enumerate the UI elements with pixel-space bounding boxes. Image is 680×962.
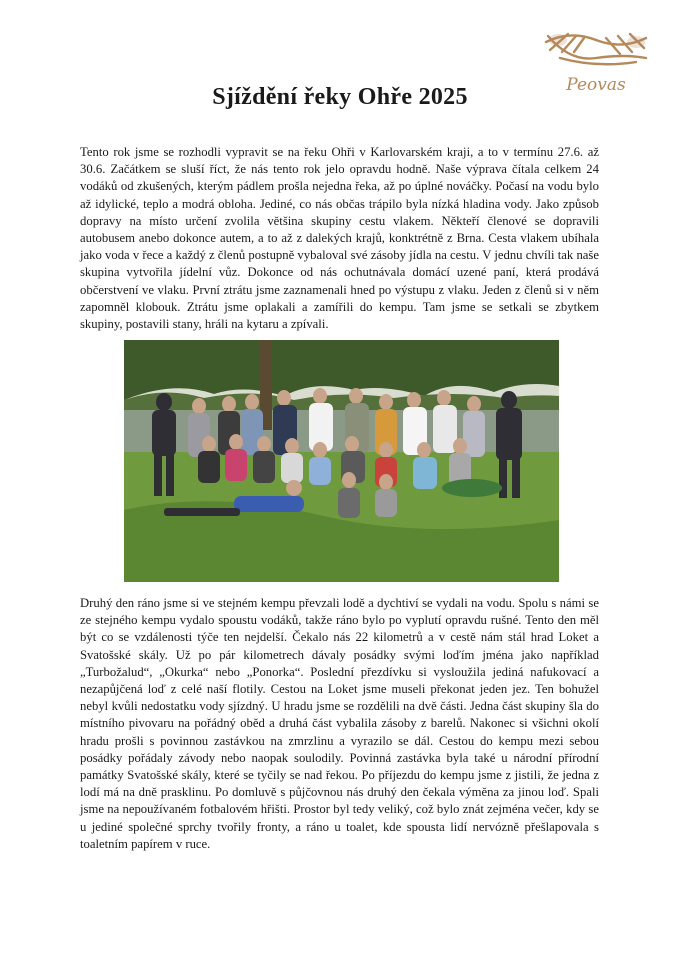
paragraph-2: Druhý den ráno jsme si ve stejném kempu převzali lodě a dychtiví se vydali na vodu. Spolu s námi se ze stejného kempu vydalo spoustu vodáků, takže ráno bylo po vyplutí opravdu rušné. Tento den měl být co se vzdálenosti týče ten nejdelší. Čekalo nás 22 kilometrů a v cestě nám stál hrad Loket a Svatošské skály. Už po pár kilometrech dávaly posádky svými loďím jména jako například „Turbožalud“, „Okurka“ nebo „Ponorka“. Poslední přezdívku si vysloužila jediná nafukovací a nezapůjčená loď z celé naší flotily. Cestou na Loket jsme museli překonat jeden jez. Ten bohužel nebyl kvůli nedostatku vody sjízdný. U hradu jsme se rozdělili na dvě části. Jedna část skupiny šla do místního pivovaru na pořádný oběd a druhá část vybalila zásoby z barelů. Nakonec si všichni okolí hradu prošli s povinnou zastávkou na zmrzlinu a vyrazilo se dál. Cestou do kempu mezi sebou posádky pořádaly závody nebo naopak soulodily. Povinná zastávka byla také u národní přírodní památky Svatošské skály, které se tyčily se nad řekou. Po příjezdu do kempu jsme z jistili, že jedna z lodí má na dně prasklinu. Po domluvě s půjčovnou nás druhý den čekala výměna za jinou loď. Spali jsme na nepoužívaném fotbalovém hřišti. Prostor byl tedy veliký, což bylo znát zejména večer, kdy se u jediné společné sprchy tvořily fronty, a ráno u toalet, kde spousta lidí nervózně přešlapovala s toaletním papírem v ruce. [80,596,599,851]
page-title: Sjíždění řeky Ohře 2025 [212,84,468,110]
paragraph-1: Tento rok jsme se rozhodli vypravit se na řeku Ohři v Karlovarském kraji, a to v termínu 27.6. až 30.6. Začátkem se sluší říct, že nás tento rok jelo opravdu hodně. Naše výprava čítala celkem 24 vodáků od zkušených, kterým pádlem prošla nejedna řeka, až po úplné nováčky. Počasí na vodu bylo až idylické, teplo a modrá obloha. Jediné, co nás občas trápilo byla nízká hladina vody. Jako způsob dopravy na místo určení zvolila většina skupiny cestu vlakem. Někteří členové se dopravili autobusem anebo dokonce autem, a to až z dalekých krajů, konktrétně z Brna. Cesta vlakem ubíhala jako voda v řece a každý z členů postupně vybaloval své zásoby jídla na cestu. V jednu chvíli tak naše skupina vytvořila jídelní vůz. Dokonce od nás ochutnávala domácí uzené paní, která prodává občerstvení ve vlaku. První ztrátu jsme zaznamenali hned po výstupu z vlaku. Jeden z členů si v něm zapomněl klobouk. Ztrátu jsme oplakali a zamířili do kempu. Tam jsme se setkali se zbytkem skupiny, postavili stany, hráli na kytaru a zpívali. [80,145,599,332]
logo-text: Peovas [566,75,626,95]
group-photo [124,340,559,582]
